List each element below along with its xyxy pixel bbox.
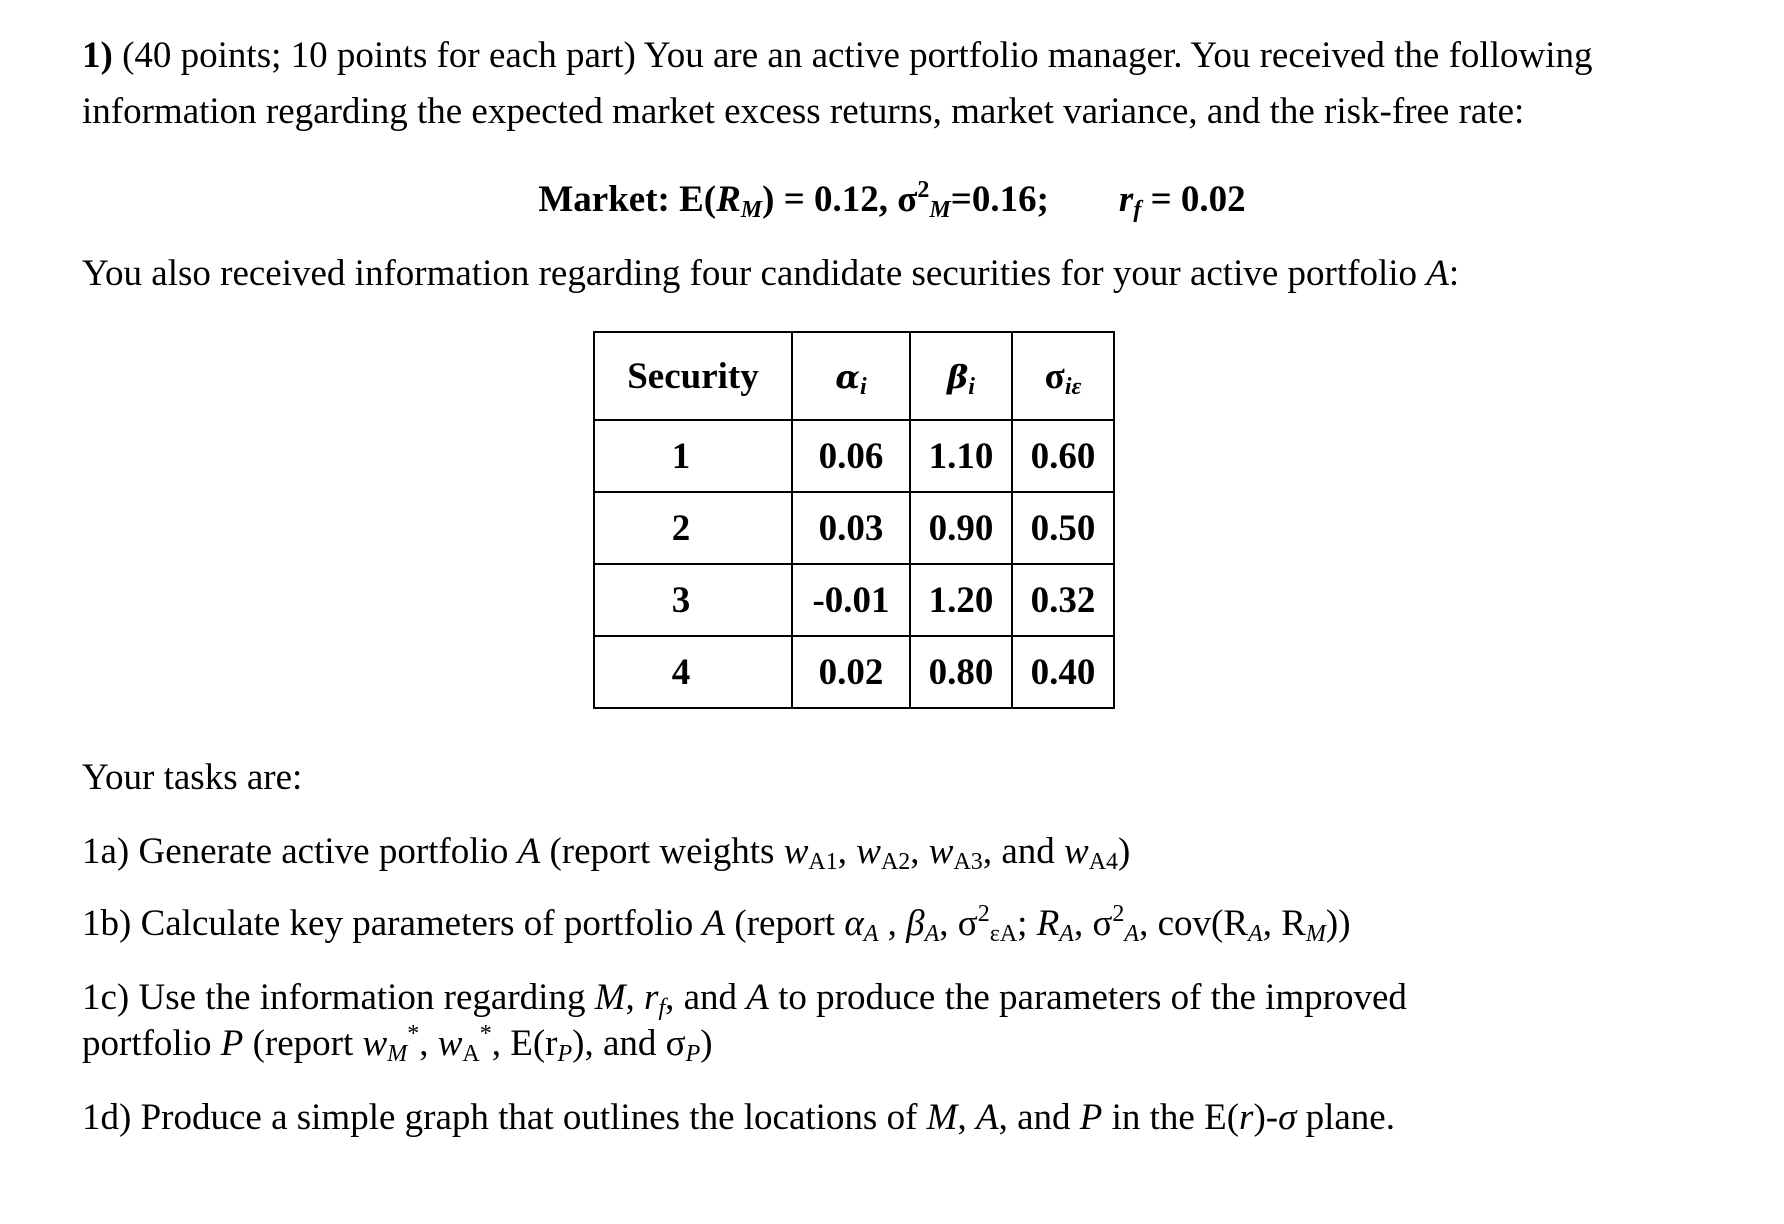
cell-security: 4 bbox=[594, 636, 792, 708]
cell-beta: 0.80 bbox=[910, 636, 1012, 708]
header-alpha-sub: i bbox=[859, 373, 867, 400]
t1b-sigma2-sub: A bbox=[1124, 921, 1140, 947]
t1d-sep1: , bbox=[957, 1097, 976, 1138]
t1a-mid: (report weights bbox=[540, 831, 784, 872]
table-row bbox=[594, 564, 1114, 636]
t1b-sep3: ; bbox=[1017, 903, 1037, 944]
t1d-post: plane. bbox=[1296, 1097, 1395, 1138]
t1a-pre: 1a) Generate active portfolio bbox=[82, 831, 518, 872]
t1c-sp-sub: P bbox=[685, 1041, 701, 1067]
market-variance-value: =0.16; bbox=[950, 179, 1049, 220]
task-1b bbox=[82, 902, 1351, 950]
cell-alpha: 0.03 bbox=[792, 492, 910, 564]
t1d-M: M bbox=[926, 1097, 958, 1138]
cell-alpha: -0.01 bbox=[792, 564, 910, 636]
tasks-heading: Your tasks are: bbox=[82, 757, 303, 798]
header-beta bbox=[910, 332, 1012, 420]
market-sigma-sup: 2 bbox=[917, 177, 930, 203]
t1c-wm-sub: M bbox=[387, 1041, 408, 1067]
t1c-close: ) bbox=[700, 1023, 713, 1064]
t1b-mid: (report bbox=[725, 903, 845, 944]
header-beta-sub: i bbox=[968, 373, 975, 400]
t1b-sigma2-sup: 2 bbox=[1112, 901, 1125, 927]
t1b-cov-sub2: M bbox=[1305, 921, 1326, 947]
cell-security: 2 bbox=[594, 492, 792, 564]
intro-line-1 bbox=[82, 34, 1593, 78]
t1a-w2: w bbox=[856, 831, 881, 872]
header-alpha bbox=[792, 332, 910, 420]
cell-beta: 1.20 bbox=[910, 564, 1012, 636]
securities-table bbox=[593, 331, 1115, 709]
task-1d bbox=[82, 1096, 1395, 1140]
market-R-sub: M bbox=[740, 197, 763, 223]
cell-security: 3 bbox=[594, 564, 792, 636]
t1c-mid: , and bbox=[665, 977, 747, 1018]
t1c-sep2: , bbox=[419, 1023, 438, 1064]
header-sigma-sub: iε bbox=[1064, 373, 1082, 400]
task-1c-line-2 bbox=[82, 1022, 713, 1070]
t1b-cov-mid: , R bbox=[1262, 903, 1306, 944]
cell-alpha: 0.06 bbox=[792, 420, 910, 492]
t1a-and: , and bbox=[982, 831, 1064, 872]
t1c-M: M bbox=[594, 977, 626, 1018]
t1b-close: )) bbox=[1325, 903, 1351, 944]
rf-r: r bbox=[1118, 179, 1134, 220]
t1b-R-sub: A bbox=[1059, 921, 1074, 947]
t1c-A: A bbox=[746, 977, 769, 1018]
table-row bbox=[594, 492, 1114, 564]
also-text: You also received information regarding four candidate securities for your active portfolio bbox=[82, 253, 1427, 294]
t1c-wm: w bbox=[362, 1023, 388, 1064]
t1b-pre: 1b) Calculate key parameters of portfolio bbox=[82, 903, 703, 944]
t1b-R: R bbox=[1036, 903, 1060, 944]
cell-sigma: 0.50 bbox=[1012, 492, 1114, 564]
cell-security: 1 bbox=[594, 420, 792, 492]
t1b-beta: β bbox=[906, 903, 925, 944]
table-header-row bbox=[594, 332, 1114, 420]
t1b-A: A bbox=[702, 903, 726, 944]
t1a-w1: w bbox=[783, 831, 809, 872]
rf-value: = 0.02 bbox=[1141, 179, 1246, 220]
header-security-label: Security bbox=[627, 355, 759, 397]
t1a-A: A bbox=[517, 831, 541, 872]
cell-alpha: 0.02 bbox=[792, 636, 910, 708]
t1a-close: ) bbox=[1118, 831, 1131, 872]
t1b-cov: , cov(R bbox=[1139, 903, 1249, 944]
t1b-sigma-sup: 2 bbox=[977, 901, 990, 927]
market-R: R bbox=[716, 179, 741, 220]
t1c-wa-star: * bbox=[479, 1021, 492, 1047]
t1c-erp-sub: P bbox=[557, 1041, 573, 1067]
t1a-w3: w bbox=[928, 831, 954, 872]
t1a-sub3: A3 bbox=[953, 849, 983, 875]
table-row bbox=[594, 636, 1114, 708]
t1d-mid: in the E( bbox=[1102, 1097, 1240, 1138]
t1c-line2-mid: (report bbox=[243, 1023, 363, 1064]
t1c-sep1: , bbox=[625, 977, 645, 1018]
intro-line-2: information regarding the expected market excess returns, market variance, and the risk-free rate: bbox=[82, 91, 1525, 132]
t1c-wm-star: * bbox=[407, 1021, 420, 1047]
t1a-w4: w bbox=[1064, 831, 1089, 872]
t1b-sep2: , σ bbox=[939, 903, 978, 944]
intro-text-1: (40 points; 10 points for each part) You are an active portfolio manager. You received the following bbox=[112, 35, 1593, 76]
t1a-sep1: , bbox=[837, 831, 857, 872]
table-row bbox=[594, 420, 1114, 492]
also-line bbox=[82, 252, 1459, 296]
t1d-A: A bbox=[975, 1097, 999, 1138]
t1c-r: r bbox=[644, 977, 659, 1018]
t1d-P: P bbox=[1079, 1097, 1103, 1138]
t1a-sub2: A2 bbox=[880, 849, 911, 875]
market-parameters bbox=[0, 178, 1784, 226]
t1c-P: P bbox=[220, 1023, 244, 1064]
t1c-line2-pre: portfolio bbox=[82, 1023, 221, 1064]
t1a-sub4: A4 bbox=[1088, 849, 1119, 875]
t1b-cov-sub1: A bbox=[1248, 921, 1263, 947]
also-colon: : bbox=[1448, 253, 1460, 294]
question-number: 1) bbox=[82, 35, 113, 76]
cell-sigma: 0.60 bbox=[1012, 420, 1114, 492]
cell-sigma: 0.32 bbox=[1012, 564, 1114, 636]
t1c-r-sub: f bbox=[658, 995, 666, 1021]
t1a-sub1: A1 bbox=[808, 849, 838, 875]
market-sigma-sub: M bbox=[929, 197, 951, 223]
t1c-and: ), and σ bbox=[572, 1023, 686, 1064]
cell-beta: 0.90 bbox=[910, 492, 1012, 564]
cell-beta: 1.10 bbox=[910, 420, 1012, 492]
market-lead: Market: E( bbox=[538, 179, 717, 220]
t1c-sep3: , E(r bbox=[491, 1023, 558, 1064]
cell-sigma: 0.40 bbox=[1012, 636, 1114, 708]
t1b-beta-sub: A bbox=[924, 921, 940, 947]
market-er-value: ) = 0.12, σ bbox=[762, 179, 918, 220]
header-beta-symbol: β bbox=[947, 357, 969, 396]
t1c-post: to produce the parameters of the improved bbox=[768, 977, 1407, 1018]
also-A: A bbox=[1426, 253, 1449, 294]
header-alpha-symbol: α bbox=[835, 357, 860, 396]
t1b-alpha: α bbox=[844, 903, 864, 944]
t1c-wa-sub: A bbox=[462, 1041, 480, 1067]
t1d-mid2: )- bbox=[1253, 1097, 1279, 1138]
task-1a bbox=[82, 830, 1130, 878]
t1d-pre: 1d) Produce a simple graph that outlines the locations of bbox=[82, 1097, 927, 1138]
t1b-sigma-sub: εA bbox=[989, 921, 1018, 947]
t1d-sep2: , and bbox=[998, 1097, 1080, 1138]
t1a-sep2: , bbox=[910, 831, 929, 872]
header-sigma bbox=[1012, 332, 1114, 420]
task-1c-line-1 bbox=[82, 976, 1407, 1024]
t1c-pre: 1c) Use the information regarding bbox=[82, 977, 595, 1018]
t1d-sigma: σ bbox=[1278, 1097, 1297, 1138]
t1b-sep4: , σ bbox=[1073, 903, 1113, 944]
t1b-sep1: , bbox=[878, 903, 907, 944]
header-sigma-symbol: σ bbox=[1044, 355, 1065, 397]
t1c-wa: w bbox=[437, 1023, 463, 1064]
rf-sub: f bbox=[1133, 197, 1142, 223]
t1d-r: r bbox=[1239, 1097, 1254, 1138]
t1b-alpha-sub: A bbox=[863, 921, 879, 947]
header-security bbox=[594, 332, 792, 420]
